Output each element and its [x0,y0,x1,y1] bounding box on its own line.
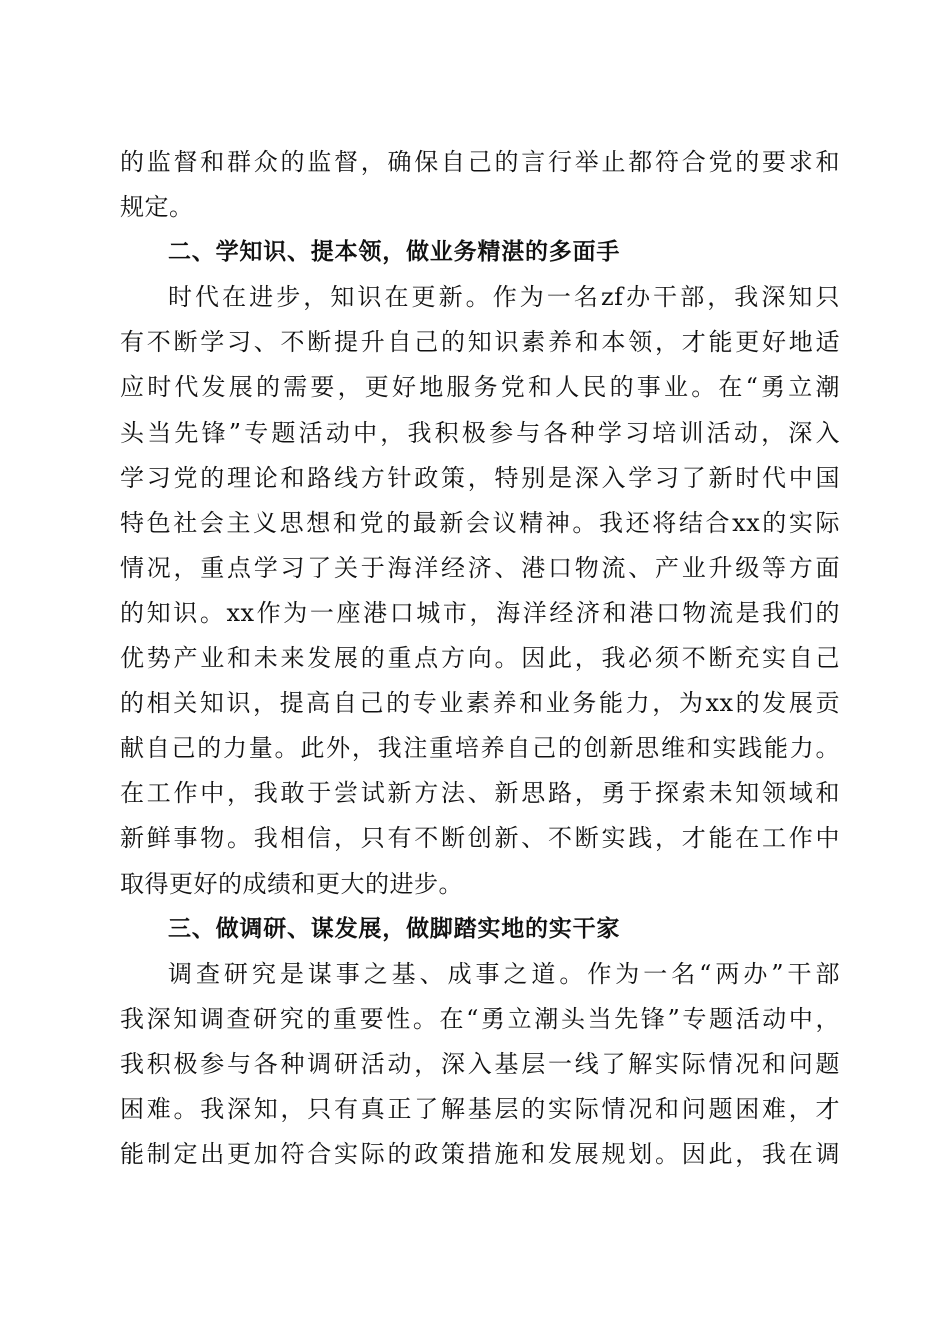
paragraph-line: 的知识。xx作为一座港口城市，海洋经济和港口物流是我们的 [120,598,840,627]
paragraph-line: 头当先锋”专题活动中，我积极参与各种学习培训活动，深入 [120,418,840,447]
paragraph-line: 困难。我深知，只有真正了解基层的实际情况和问题困难，才 [120,1094,840,1123]
paragraph-line: 我深知调查研究的重要性。在“勇立潮头当先锋”专题活动中， [120,1004,840,1033]
paragraph-line: 的监督和群众的监督，确保自己的言行举止都符合党的要求和 [120,148,840,176]
section-heading: 三、做调研、谋发展，做脚踏实地的实干家 [168,915,621,942]
paragraph-line: 在工作中，我敢于尝试新方法、新思路，勇于探索未知领域和 [120,779,840,808]
paragraph-line: 有不断学习、不断提升自己的知识素养和本领，才能更好地适 [120,328,840,357]
paragraph-line: 取得更好的成绩和更大的进步。 [120,869,463,898]
paragraph-line: 调查研究是谋事之基、成事之道。作为一名“两办”干部 [168,959,840,988]
paragraph-line: 特色社会主义思想和党的最新会议精神。我还将结合xx的实际 [120,508,840,537]
paragraph-line: 学习党的理论和路线方针政策，特别是深入学习了新时代中国 [120,463,840,492]
paragraph-line: 情况，重点学习了关于海洋经济、港口物流、产业升级等方面 [120,553,840,582]
paragraph-line: 时代在进步，知识在更新。作为一名zf办干部，我深知只 [168,283,840,312]
paragraph-line: 规定。 [120,193,194,222]
paragraph-line: 应时代发展的需要，更好地服务党和人民的事业。在“勇立潮 [120,373,840,402]
paragraph-line: 能制定出更加符合实际的政策措施和发展规划。因此，我在调 [120,1140,840,1169]
document-body [120,140,840,1177]
paragraph-line: 我积极参与各种调研活动，深入基层一线了解实际情况和问题 [120,1049,840,1078]
paragraph-line: 优势产业和未来发展的重点方向。因此，我必须不断充实自己 [120,644,840,673]
section-heading: 二、学知识、提本领，做业务精湛的多面手 [168,239,621,266]
paragraph-line: 献自己的力量。此外，我注重培养自己的创新思维和实践能力。 [120,734,840,763]
paragraph-line: 的相关知识，提高自己的专业素养和业务能力，为xx的发展贡 [120,689,840,718]
paragraph-line: 新鲜事物。我相信，只有不断创新、不断实践，才能在工作中 [120,824,840,853]
